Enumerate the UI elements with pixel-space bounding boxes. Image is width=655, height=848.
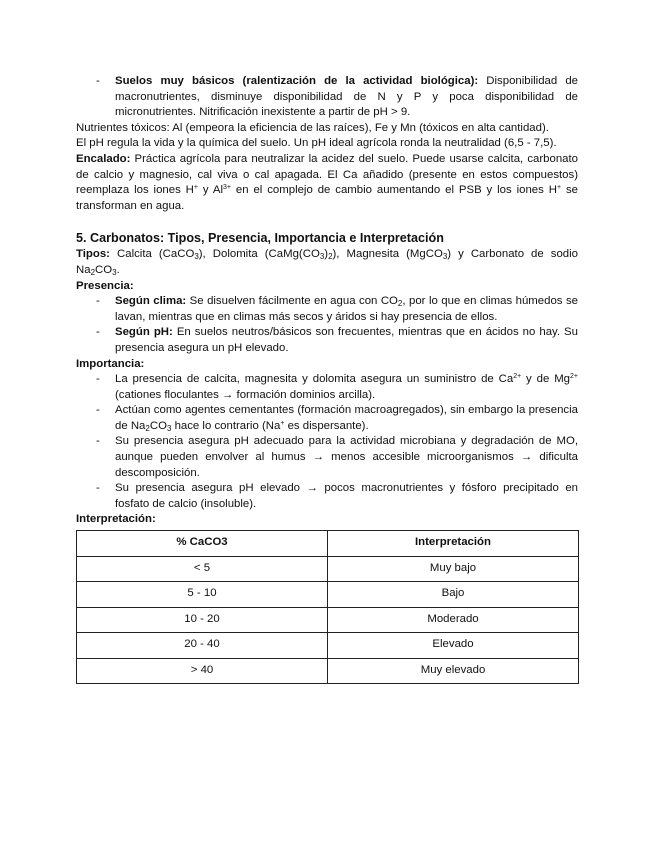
- table-cell: 20 - 40: [77, 633, 328, 659]
- table-cell: Muy elevado: [328, 658, 579, 684]
- body-text: Calcita (CaCO: [109, 248, 195, 261]
- subscript: 3: [319, 252, 325, 262]
- paragraph-ph: El pH regula la vida y la química del suelo. Un pH ideal agrícola ronda la neutralidad (6,5 - 7,5).: [76, 137, 557, 150]
- superscript: +: [556, 184, 562, 192]
- body-text: Actúan como agentes cementantes (formación macroagregados), sin embargo la presencia de Na: [115, 404, 578, 432]
- superscript: 3+: [223, 184, 231, 192]
- bullet-dash: -: [96, 482, 100, 495]
- subscript: 3: [112, 267, 117, 277]
- list-item-text: [115, 294, 578, 325]
- superscript: 2+: [513, 373, 522, 381]
- list-item-segun-ph: [76, 325, 578, 356]
- bullet-dash: -: [96, 435, 100, 448]
- list-item-importancia-2: [76, 403, 578, 434]
- bold-label: Tipos:: [76, 248, 110, 261]
- table-header-row: [77, 531, 579, 557]
- interpretation-table: [76, 530, 579, 684]
- heading-interpretacion: [76, 512, 578, 528]
- table-cell: Muy bajo: [328, 556, 579, 582]
- paragraph-tipos: [76, 247, 578, 278]
- bold-label: Suelos muy básicos (ralentización de la actividad biológica):: [115, 75, 479, 87]
- body-text: ), Dolomita (CaMg(CO: [198, 248, 320, 261]
- bold-label: Importancia:: [76, 357, 145, 370]
- subscript: 3: [194, 252, 199, 262]
- list-item-importancia-1: [76, 372, 578, 403]
- list-item-text: [115, 403, 578, 434]
- body-text: y Al: [198, 184, 223, 197]
- body-text: , por lo que en climas húmedos se lavan, mientras que en climas más secos y áridos si hay presencia de ellos.: [115, 295, 578, 323]
- column-header: % CaCO3: [77, 531, 328, 557]
- subscript: 2: [397, 299, 403, 309]
- list-item-text: Su presencia asegura pH adecuado para la actividad microbiana y degradación de MO, aunque pueden envolver al humus → menos accesible microorganismos → dificulta descomposición.: [115, 435, 578, 479]
- table-row: [77, 633, 579, 659]
- column-header: Interpretación: [328, 531, 579, 557]
- subscript: 2: [328, 252, 333, 262]
- bold-label: Presencia:: [76, 279, 134, 292]
- heading-importancia: [76, 357, 578, 373]
- section-title: 5. Carbonatos: Tipos, Presencia, Importancia e Interpretación: [76, 231, 444, 246]
- superscript: +: [280, 419, 285, 427]
- list-item-text: Su presencia asegura pH elevado → pocos macronutrientes y fósforo precipitado en fosfato de calcio (insoluble).: [115, 482, 578, 510]
- body-text: .: [116, 263, 120, 276]
- bold-label: Interpretación:: [76, 513, 156, 526]
- table-row: [77, 556, 579, 582]
- bold-label: Encalado:: [76, 152, 131, 165]
- body-text: y de Mg: [521, 373, 571, 386]
- body-text: La presencia de calcita, magnesita y dolomita asegura un suministro de Ca: [115, 373, 514, 386]
- body-text: En suelos neutros/básicos son frecuentes, mientras que en ácidos no hay. Su presencia asegura un pH elevado.: [115, 326, 578, 354]
- subscript: 3: [166, 423, 172, 433]
- table-cell: Moderado: [328, 607, 579, 633]
- body-text: Disponibilidad de macronutrientes, disminuye disponibilidad de N y P y poca disponibilidad de micronutrientes. Nitrificación inexistente a partir de pH > 9.: [115, 75, 579, 119]
- subscript: 2: [145, 423, 150, 433]
- bullet-dash: -: [96, 326, 100, 339]
- list-item-importancia-4: [76, 481, 578, 512]
- body-text: ) y Carbonato de sodio Na: [76, 248, 579, 276]
- body-text: es dispersante).: [284, 419, 369, 432]
- heading-presencia: [76, 279, 578, 295]
- table-cell: < 5: [77, 556, 328, 582]
- bullet-dash: -: [96, 295, 100, 308]
- paragraph-toxicos: Nutrientes tóxicos: Al (empeora la eficiencia de las raíces), Fe y Mn (tóxicos en alta cantidad).: [76, 121, 549, 134]
- bullet-dash: -: [96, 373, 100, 386]
- body-text: Práctica agrícola para neutralizar la acidez del suelo. Puede usarse calcita, carbonato de calcio y magnesio, cal viva o cal apagada. El Ca añadido (presente en estos compuestos) reemplaza los iones H: [76, 152, 578, 197]
- body-text: CO: [95, 263, 113, 276]
- bold-label: Según clima:: [115, 295, 187, 308]
- table-cell: Elevado: [328, 633, 579, 659]
- superscript: 2+: [570, 373, 578, 381]
- subscript: 3: [442, 252, 448, 262]
- body-text: ): [324, 248, 329, 261]
- body-text: CO: [149, 419, 167, 432]
- bullet-dash: -: [96, 75, 100, 87]
- subscript: 2: [90, 267, 96, 277]
- table-cell: > 40: [77, 658, 328, 684]
- list-item-importancia-3: [76, 434, 578, 481]
- table-cell: 5 - 10: [77, 582, 328, 608]
- list-item-text: [115, 74, 578, 121]
- table-cell: 10 - 20: [77, 607, 328, 633]
- table-cell: Bajo: [328, 582, 579, 608]
- body-text: ), Magnesita (MgCO: [332, 248, 443, 261]
- list-item-suelos-basicos: [76, 74, 578, 121]
- document-page: [76, 74, 578, 684]
- bold-label: Según pH:: [115, 326, 173, 339]
- list-item-text: [115, 325, 578, 356]
- body-text: hace lo contrario (Na: [171, 419, 281, 432]
- table-row: [77, 607, 579, 633]
- bullet-dash: -: [96, 404, 100, 417]
- body-text: (cationes floculantes → formación dominios arcilla).: [115, 388, 376, 401]
- table-row: [77, 582, 579, 608]
- list-item-segun-clima: [76, 294, 578, 325]
- superscript: +: [193, 184, 198, 192]
- body-text: Se disuelven fácilmente en agua con CO: [186, 295, 398, 308]
- body-text: en el complejo de cambio aumentando el PSB y los iones H: [230, 184, 557, 197]
- paragraph-encalado: [76, 152, 578, 214]
- body-text: se transforman en agua.: [76, 184, 578, 212]
- list-item-text: [115, 372, 578, 403]
- table-row: [77, 658, 579, 684]
